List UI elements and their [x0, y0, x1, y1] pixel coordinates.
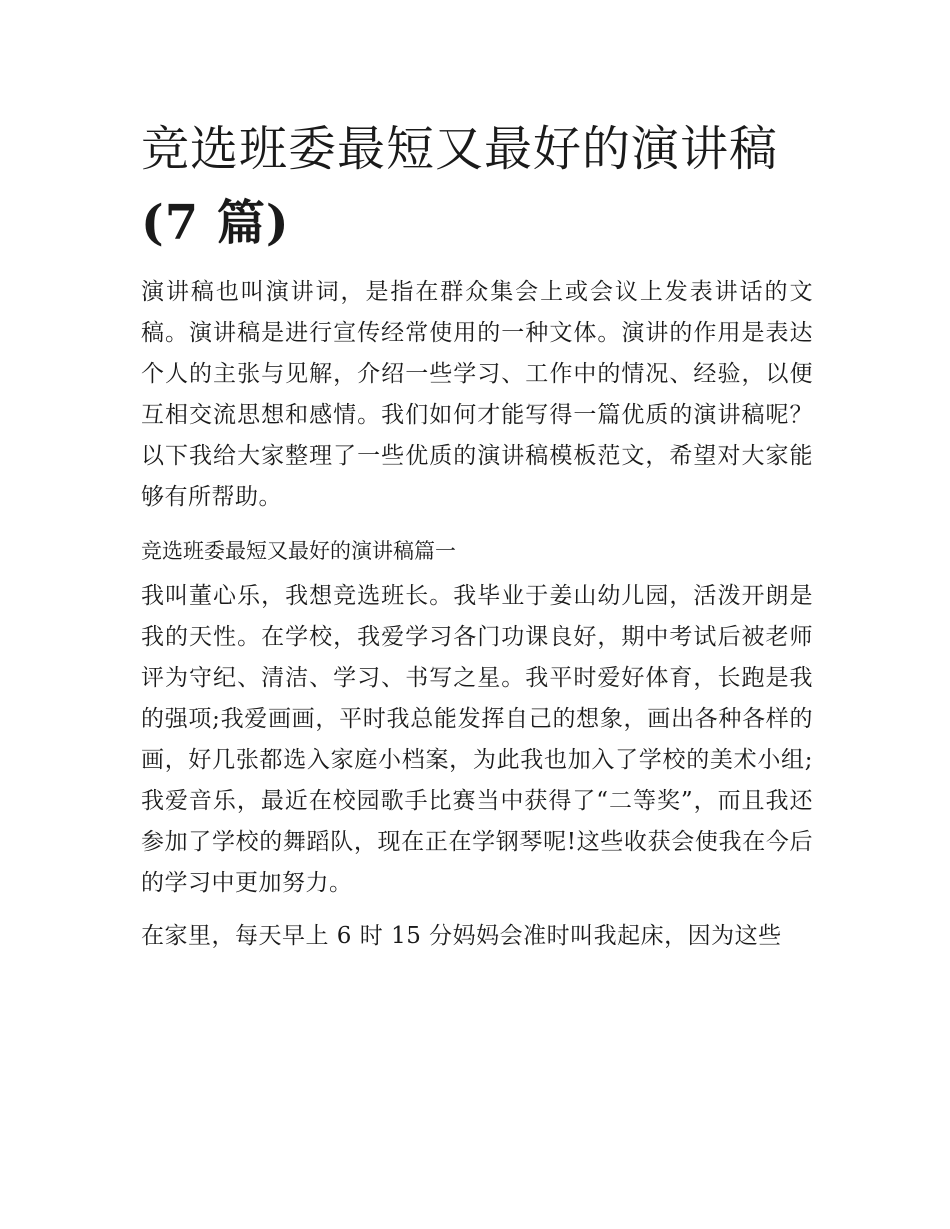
section-heading: 竞选班委最短又最好的演讲稿篇一 — [141, 539, 456, 563]
title-suffix: (7 篇) — [141, 195, 290, 251]
document-title — [141, 112, 813, 260]
intro-paragraph: 演讲稿也叫演讲词，是指在群众集会上或会议上发表讲话的文稿。演讲稿是进行宣传经常使用的一种文体。演讲的作用是表达个人的主张与见解，介绍一些学习、工作中的情况、经验，以便互相交流思想和感情。我们如何才能写得一篇优质的演讲稿呢？以下我给大家整理了一些优质的演讲稿模板范文，希望对大家能够有所帮助。 — [141, 279, 813, 510]
document-page — [141, 112, 813, 957]
title-main: 竞选班委最短又最好的演讲稿 — [141, 121, 779, 177]
body-paragraph: 在家里，每天早上 6 时 15 分妈妈会准时叫我起床，因为这些 — [141, 923, 782, 949]
body-paragraph: 我叫董心乐，我想竞选班长。我毕业于姜山幼儿园，活泼开朗是我的天性。在学校，我爱学习各门功课良好，期中考试后被老师评为守纪、清洁、学习、书写之星。我平时爱好体育，长跑是我的强项;我爱画画，平时我总能发挥自己的想象，画出各种各样的画，好几张都选入家庭小档案，为此我也加入了学校的美术小组;我爱音乐，最近在校园歌手比赛当中获得了“二等奖”，而且我还参加了学校的舞蹈队，现在正在学钢琴呢!这些收获会使我在今后的学习中更加努力。 — [141, 583, 813, 896]
